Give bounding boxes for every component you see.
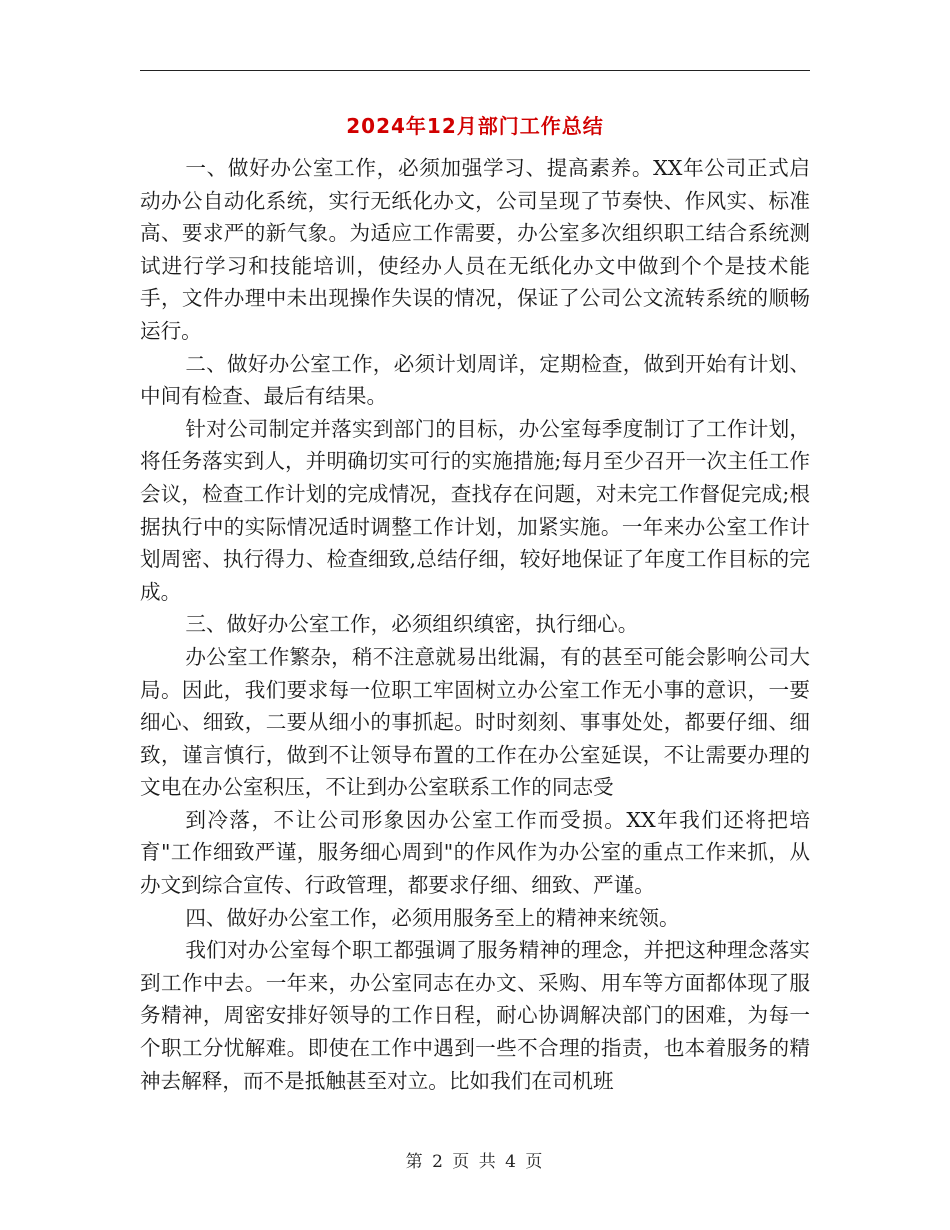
paragraph-5: 办公室工作繁杂，稍不注意就易出纰漏，有的甚至可能会影响公司大局。因此，我们要求每一位职工牢固树立办公室工作无小事的意识，一要细心、细致，二要从细小的事抓起。时时刻刻、事事处处，都要仔细、细致，谨言慎行，做到不让领导布置的工作在办公室延误，不让需要办理的文电在办公室积压，不让到办公室联系工作的同志受 (140, 644, 810, 800)
paragraph-1: 一、做好办公室工作，必须加强学习、提高素养。XX年公司正式启动办公自动化系统，实行无纸化办文，公司呈现了节奏快、作风实、标准高、要求严的新气象。为适应工作需要，办公室多次组织职工结合系统测试进行学习和技能培训，使经办人员在无纸化办文中做到个个是技术能手，文件办理中未出现操作失误的情况，保证了公司公文流转系统的顺畅运行。 (140, 156, 810, 343)
document-title: 2024年12月部门工作总结 (346, 114, 604, 138)
page-footer: 第 2 页 共 4 页 (405, 1152, 545, 1172)
paragraph-6: 到冷落，不让公司形象因办公室工作而受损。XX年我们还将把培育"工作细致严谨，服务细心周到"的作风作为办公室的重点工作来抓，从办文到综合宣传、行政管理，都要求仔细、细致、严谨。 (140, 807, 810, 898)
paragraph-8: 我们对办公室每个职工都强调了服务精神的理念，并把这种理念落实到工作中去。一年来，办公室同志在办文、采购、用车等方面都体现了服务精神，周密安排好领导的工作日程，耐心协调解决部门的困难，为每一个职工分忧解难。即使在工作中遇到一些不合理的指责，也本着服务的精神去解释，而不是抵触甚至对立。比如我们在司机班 (140, 938, 810, 1093)
header-rule (140, 70, 810, 71)
document-body (140, 152, 810, 1097)
paragraph-4: 三、做好办公室工作，必须组织缜密，执行细心。 (185, 612, 639, 637)
paragraph-2: 二、做好办公室工作，必须计划周详，定期检查，做到开始有计划、中间有检查、最后有结果。 (140, 351, 810, 409)
paragraph-7: 四、做好办公室工作，必须用服务至上的精神来统领。 (185, 905, 680, 930)
paragraph-3: 针对公司制定并落实到部门的目标，办公室每季度制订了工作计划，将任务落实到人，并明确切实可行的实施措施;每月至少召开一次主任工作会议，检查工作计划的完成情况，查找存在问题，对未完工作督促完成;根据执行中的实际情况适时调整工作计划，加紧实施。一年来办公室工作计划周密、执行得力、检查细致,总结仔细，较好地保证了年度工作目标的完成。 (140, 416, 810, 604)
